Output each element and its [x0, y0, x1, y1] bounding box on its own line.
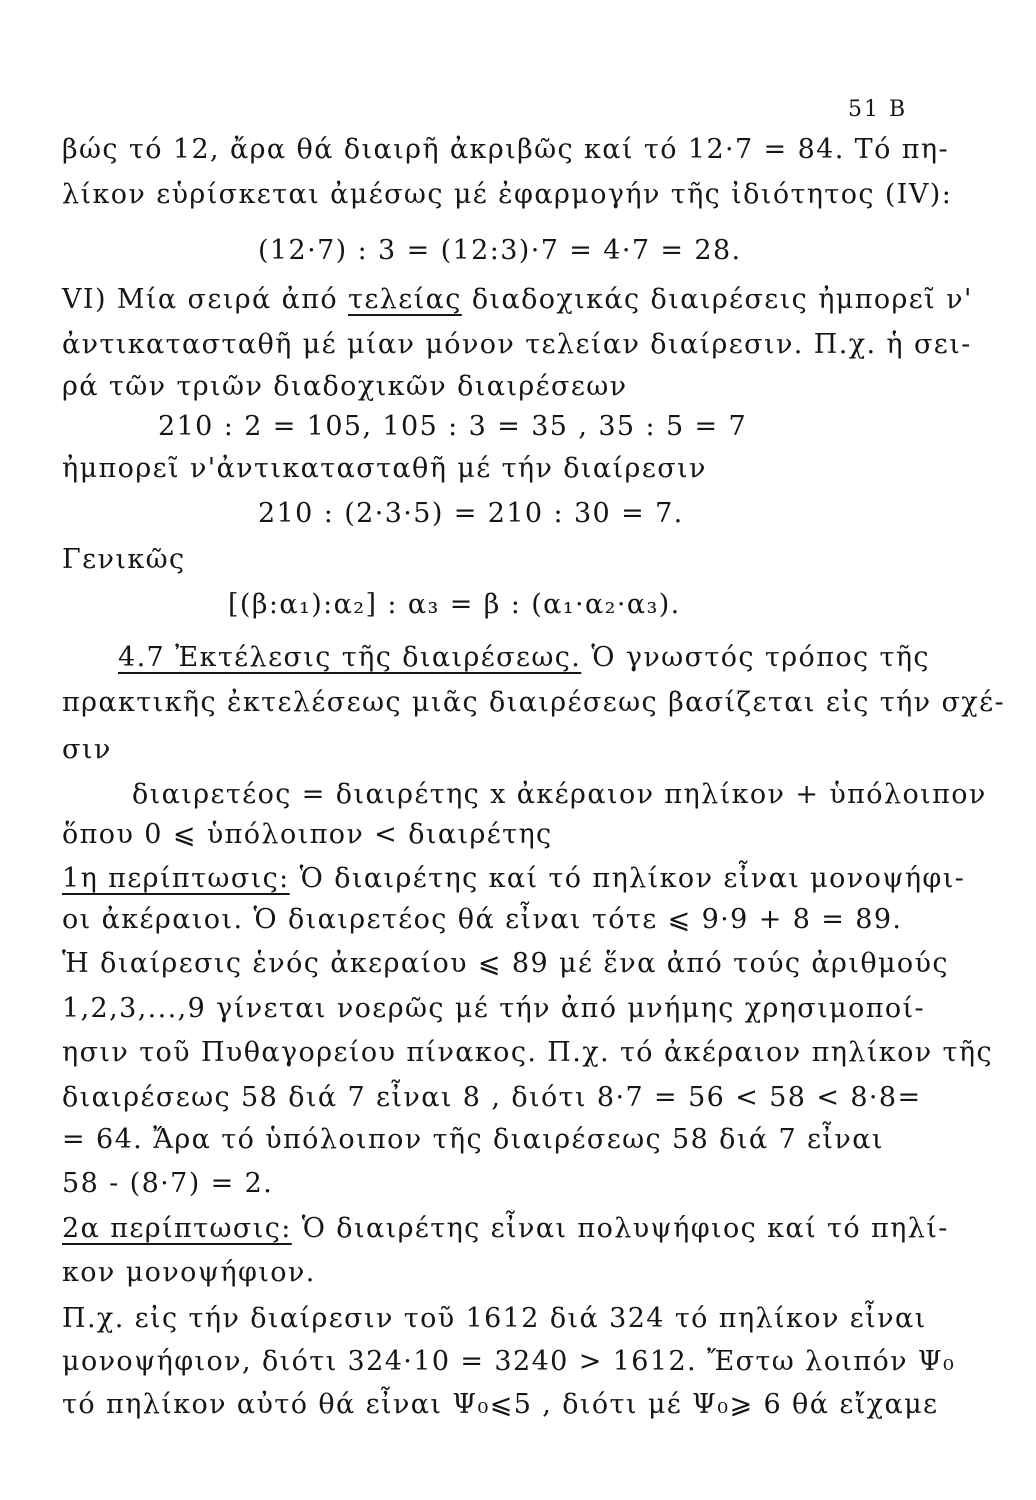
equation-line-5: διαιρετέος = διαιρέτης x ἀκέραιον πηλίκον + ὑπόλοιπον — [132, 779, 987, 810]
case-2-heading: 2α περίπτωσις: — [62, 1213, 292, 1244]
text-line-5: ρά τῶν τριῶν διαδοχικῶν διαιρέσεων — [62, 371, 628, 402]
equation-line-4: [(β:α₁):α₂] : α₃ = β : (α₁·α₂·α₃). — [228, 589, 681, 620]
equation-line-3: 210 : (2·3·5) = 210 : 30 = 7. — [258, 498, 684, 529]
text-line-2: λίκον εὑρίσκεται ἀμέσως μέ ἐφαρμογήν τῆς ἰδιότητος (IV): — [62, 179, 953, 210]
text-line-9: πρακτικῆς ἐκτελέσεως μιᾶς διαιρέσεως βασίζεται εἰς τήν σχέ- — [62, 687, 1005, 718]
equation-line-2: 210 : 2 = 105, 105 : 3 = 35 , 35 : 5 = 7 — [158, 411, 748, 442]
text-line-14: Ἡ διαίρεσις ἑνός ἀκεραίου ⩽ 89 μέ ἕνα ἀπό τούς ἀριθμούς — [62, 948, 949, 979]
text-line-19: 58 - (8·7) = 2. — [62, 1168, 274, 1199]
case-2-rest: Ὁ διαιρέτης εἶναι πολυψήφιος καί τό πηλί- — [301, 1213, 949, 1244]
text-line-24: τό πηλίκον αὐτό θά εἶναι Ψ₀⩽5 , διότι μέ Ψ₀⩾ 6 θά εἴχαμε — [62, 1389, 939, 1420]
text-line-13: οι ἀκέραιοι. Ὁ διαιρετέος θά εἶναι τότε ⩽ 9·9 + 8 = 89. — [62, 904, 903, 935]
page-number: 51 B — [848, 97, 908, 122]
section-4-7-heading: 4.7 Ἐκτέλεσις τῆς διαιρέσεως. — [118, 642, 582, 673]
text-line-1: βώς τό 12, ἄρα θά διαιρῆ ἀκριβῶς καί τό 12·7 = 84. Τό πη- — [62, 134, 949, 165]
text-line-12 — [62, 862, 965, 896]
text-line-10: σιν — [62, 734, 112, 765]
text-line-16: ησιν τοῦ Πυθαγορείου πίνακος. Π.χ. τό ἀκέραιον πηλίκον τῆς — [62, 1037, 993, 1068]
text-line-8 — [118, 641, 930, 675]
equation-line-1: (12·7) : 3 = (12:3)·7 = 4·7 = 28. — [258, 235, 742, 266]
text-line-21: κον μονοψήφιον. — [62, 1257, 316, 1288]
text-line-11: ὅπου 0 ⩽ ὑπόλοιπον < διαιρέτης — [62, 819, 553, 850]
underlined-word: τελείας — [348, 284, 462, 315]
text-line-7: Γενικῶς — [62, 544, 186, 575]
case-1-heading: 1η περίπτωσις: — [62, 863, 290, 894]
case-1-rest: Ὁ διαιρέτης καί τό πηλίκον εἶναι μονοψήφι- — [299, 863, 966, 894]
text-line-22: Π.χ. εἰς τήν διαίρεσιν τοῦ 1612 διά 324 τό πηλίκον εἶναι — [62, 1303, 927, 1334]
section-vi-rest: διαδοχικάς διαιρέσεις ἠμπορεῖ ν' — [471, 284, 973, 315]
text-line-23: μονοψήφιον, διότι 324·10 = 3240 > 1612. Ἔστω λοιπόν Ψ₀ — [62, 1346, 956, 1377]
section-4-7-rest: Ὁ γνωστός τρόπος τῆς — [591, 642, 930, 673]
text-line-18: = 64. Ἄρα τό ὑπόλοιπον τῆς διαιρέσεως 58 διά 7 εἶναι — [62, 1124, 884, 1155]
section-vi-start: VI) Μία σειρά ἀπό — [62, 284, 339, 315]
text-line-6: ἠμπορεῖ ν'ἀντικατασταθῆ μέ τήν διαίρεσιν — [62, 453, 707, 484]
text-line-15: 1,2,3,...,9 γίνεται νοερῶς μέ τήν ἀπό μνήμης χρησιμοποί- — [62, 993, 926, 1024]
text-line-17: διαιρέσεως 58 διά 7 εἶναι 8 , διότι 8·7 = 56 < 58 < 8·8= — [62, 1082, 922, 1113]
text-line-3 — [62, 283, 973, 317]
text-line-4: ἀντικατασταθῆ μέ μίαν μόνον τελείαν διαίρεσιν. Π.χ. ἡ σει- — [62, 329, 972, 360]
text-line-20 — [62, 1212, 949, 1246]
